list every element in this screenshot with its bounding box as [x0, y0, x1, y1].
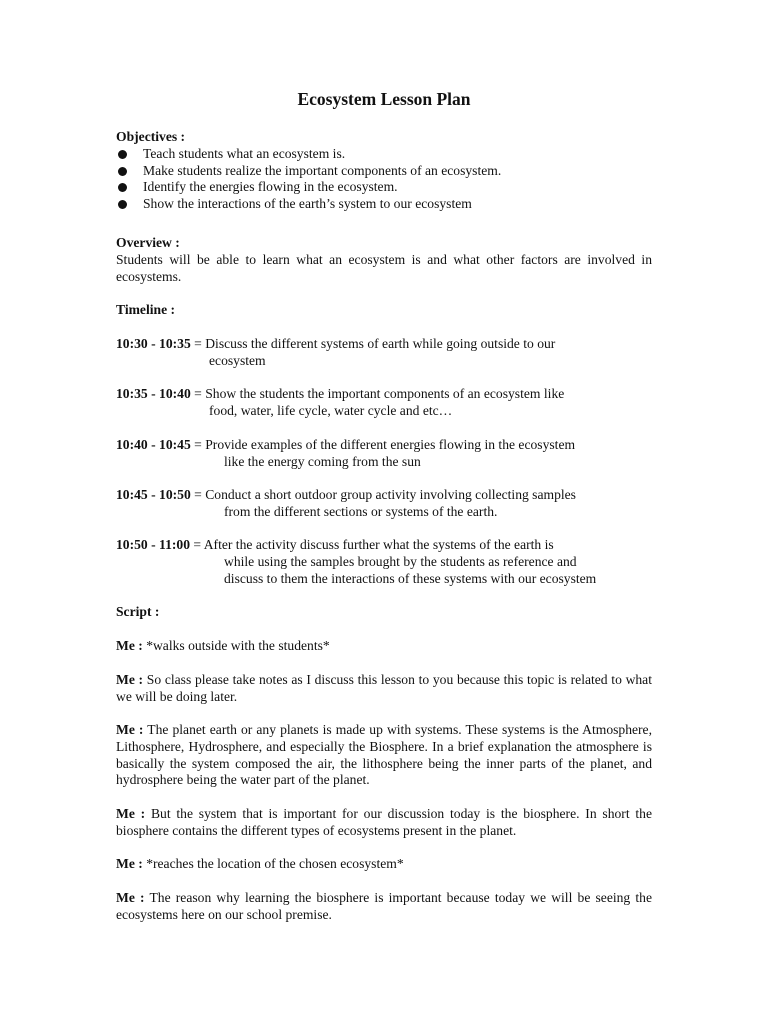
timeline-label: Timeline :: [116, 302, 176, 317]
overview-text: Students will be able to learn what an ecosystem is and what other factors are involved in ecosystems.: [116, 251, 652, 284]
script-text: The planet earth or any planets is made up with systems. These systems is the Atmosphere, Lithosphere, Hydrosphere, and especially the Biosphere. In a brief explanation the atmosphere is basically the system composed the air, the lithosphere being the inner parts of the planet, and hydrosphere being the water part of the planet.: [116, 722, 652, 788]
list-item: Identify the energies flowing in the ecosystem.: [116, 179, 652, 196]
script-entry: [116, 806, 652, 840]
script-text: *walks outside with the students*: [142, 638, 330, 653]
document-title: Ecosystem Lesson Plan: [297, 89, 471, 109]
timeline-time: 10:35 - 10:40: [116, 386, 191, 401]
list-item: Show the interactions of the earth’s system to our ecosystem: [116, 196, 652, 213]
overview-label: Overview :: [116, 235, 180, 250]
timeline-text-continued: from the different sections or systems of the earth.: [224, 503, 498, 519]
speaker-label: Me :: [116, 672, 144, 687]
timeline-text: = Discuss the different systems of earth while going outside to our: [190, 336, 556, 351]
timeline-entry: [116, 336, 652, 370]
speaker-label: Me :: [116, 638, 143, 653]
timeline-text-continued: while using the samples brought by the students as reference and: [224, 553, 577, 569]
timeline-time: 10:30 - 10:35: [116, 336, 191, 351]
timeline-text-continued: like the energy coming from the sun: [224, 453, 421, 469]
list-item: Make students realize the important components of an ecosystem.: [116, 163, 652, 180]
timeline-text-continued: discuss to them the interactions of these systems with our ecosystem: [224, 570, 597, 586]
timeline-text: = Provide examples of the different energies flowing in the ecosystem: [190, 437, 576, 452]
objectives-list: [116, 146, 652, 213]
overview-section: [116, 235, 652, 285]
bullet-icon: [118, 183, 127, 192]
timeline-text: = After the activity discuss further what the systems of the earth is: [190, 537, 554, 552]
speaker-label: Me :: [116, 806, 146, 821]
timeline-entry: [116, 386, 652, 420]
timeline-entry: [116, 537, 652, 587]
timeline-text-continued: food, water, life cycle, water cycle and etc…: [209, 402, 453, 418]
timeline-entry: [116, 487, 652, 521]
timeline-text: = Show the students the important components of an ecosystem like: [190, 386, 565, 401]
timeline-text-continued: ecosystem: [209, 352, 266, 368]
script-entry: [116, 672, 652, 706]
script-text: But the system that is important for our discussion today is the biosphere. In short the biosphere contains the different types of ecosystems present in the planet.: [116, 806, 652, 838]
speaker-label: Me :: [116, 856, 143, 871]
speaker-label: Me :: [116, 722, 144, 737]
bullet-icon: [118, 150, 127, 159]
script-entry: [116, 638, 652, 655]
timeline-text: = Conduct a short outdoor group activity involving collecting samples: [190, 487, 576, 502]
bullet-icon: [118, 167, 127, 176]
timeline-entry: [116, 437, 652, 471]
objectives-section: [116, 129, 652, 213]
bullet-icon: [118, 200, 127, 209]
timeline-time: 10:40 - 10:45: [116, 437, 191, 452]
script-entry: [116, 722, 652, 789]
timeline-time: 10:50 - 11:00: [116, 537, 191, 552]
script-text: The reason why learning the biosphere is important because today we will be seeing the ecosystems here on our school premise.: [116, 890, 652, 922]
script-text: *reaches the location of the chosen ecosystem*: [142, 856, 404, 871]
list-item: Teach students what an ecosystem is.: [116, 146, 652, 163]
speaker-label: Me :: [116, 890, 145, 905]
script-entry: [116, 856, 652, 873]
document-page: [116, 0, 652, 1024]
objectives-label: Objectives :: [116, 129, 186, 144]
script-label: Script :: [116, 604, 160, 619]
timeline-time: 10:45 - 10:50: [116, 487, 191, 502]
script-entry: [116, 890, 652, 924]
script-text: So class please take notes as I discuss this lesson to you because this topic is related to what we will be doing later.: [116, 672, 652, 704]
